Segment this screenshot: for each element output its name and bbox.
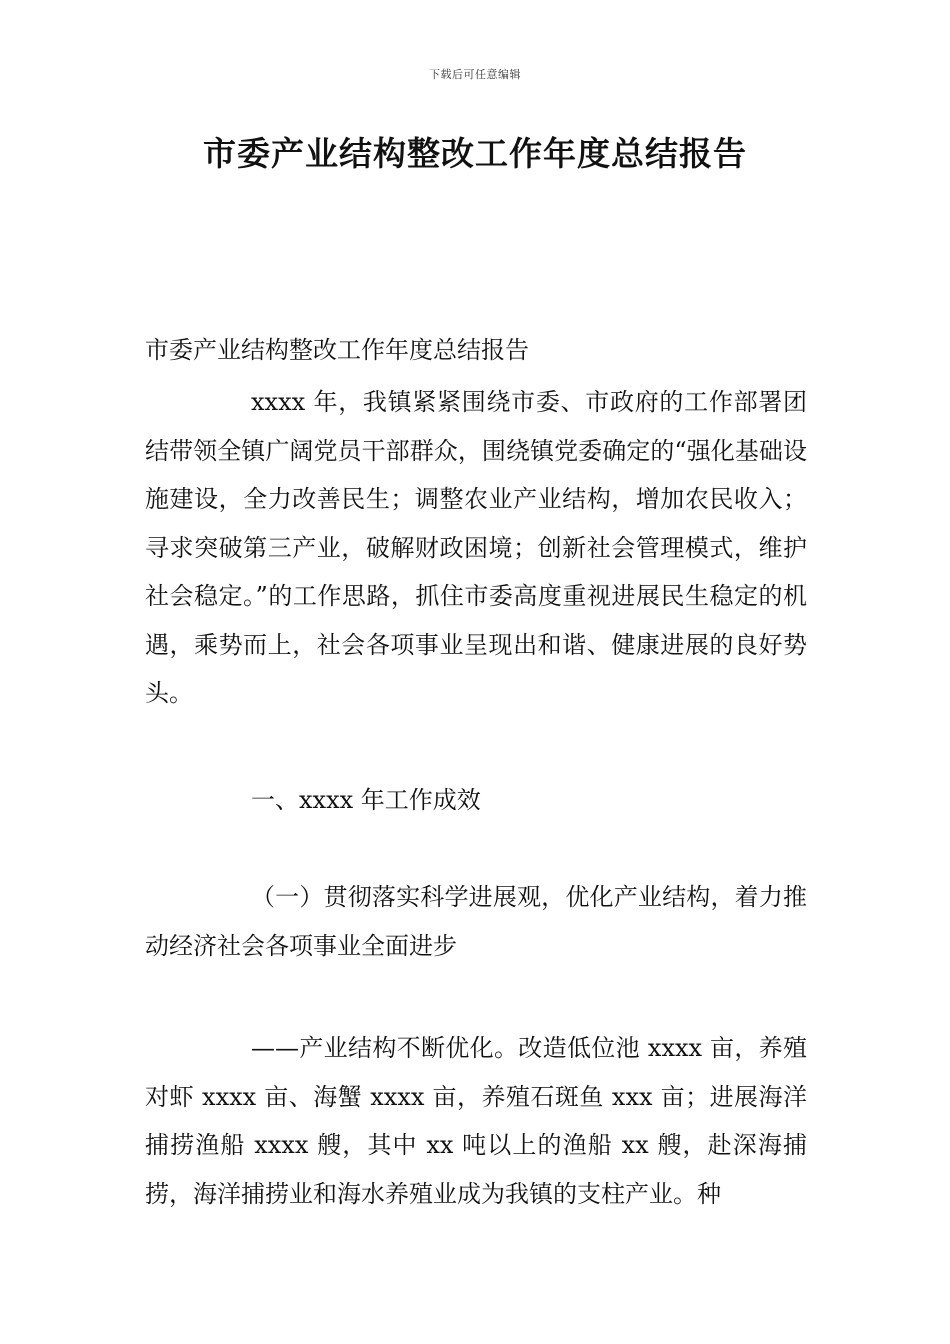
header-note: 下载后可任意编辑 (429, 68, 521, 81)
intro-paragraph: xxxx 年，我镇紧紧围绕市委、市政府的工作部署团结带领全镇广阔党员干部群众，围绕镇党委确定的“强化基础设施建设，全力改善民生；调整农业产业结构，增加农民收入；寻求突破第三产业，破解财政困境；创新社会管理模式，维护社会稳定。”的工作思路，抓住市委高度重视进展民生稳定的机遇，乘势而上，社会各项事业呈现出和谐、健康进展的良好势头。 (145, 388, 807, 707)
industry-paragraph: ——产业结构不断优化。改造低位池 xxxx 亩，养殖对虾 xxxx 亩、海蟹 xxxx 亩，养殖石斑鱼 xxx 亩；进展海洋捕捞渔船 xxxx 艘，其中 xx 吨以上的渔船 xx 艘，赴深海捕捞，海洋捕捞业和海水养殖业成为我镇的支柱产业。种 (145, 1034, 807, 1208)
document-title: 市委产业结构整改工作年度总结报告 (203, 134, 747, 173)
section-heading-1: 一、xxxx 年工作成效 (251, 786, 481, 814)
document-subtitle: 市委产业结构整改工作年度总结报告 (145, 336, 529, 364)
section-heading-1-1: （一）贯彻落实科学进展观，优化产业结构，着力推动经济社会各项事业全面进步 (145, 883, 807, 960)
